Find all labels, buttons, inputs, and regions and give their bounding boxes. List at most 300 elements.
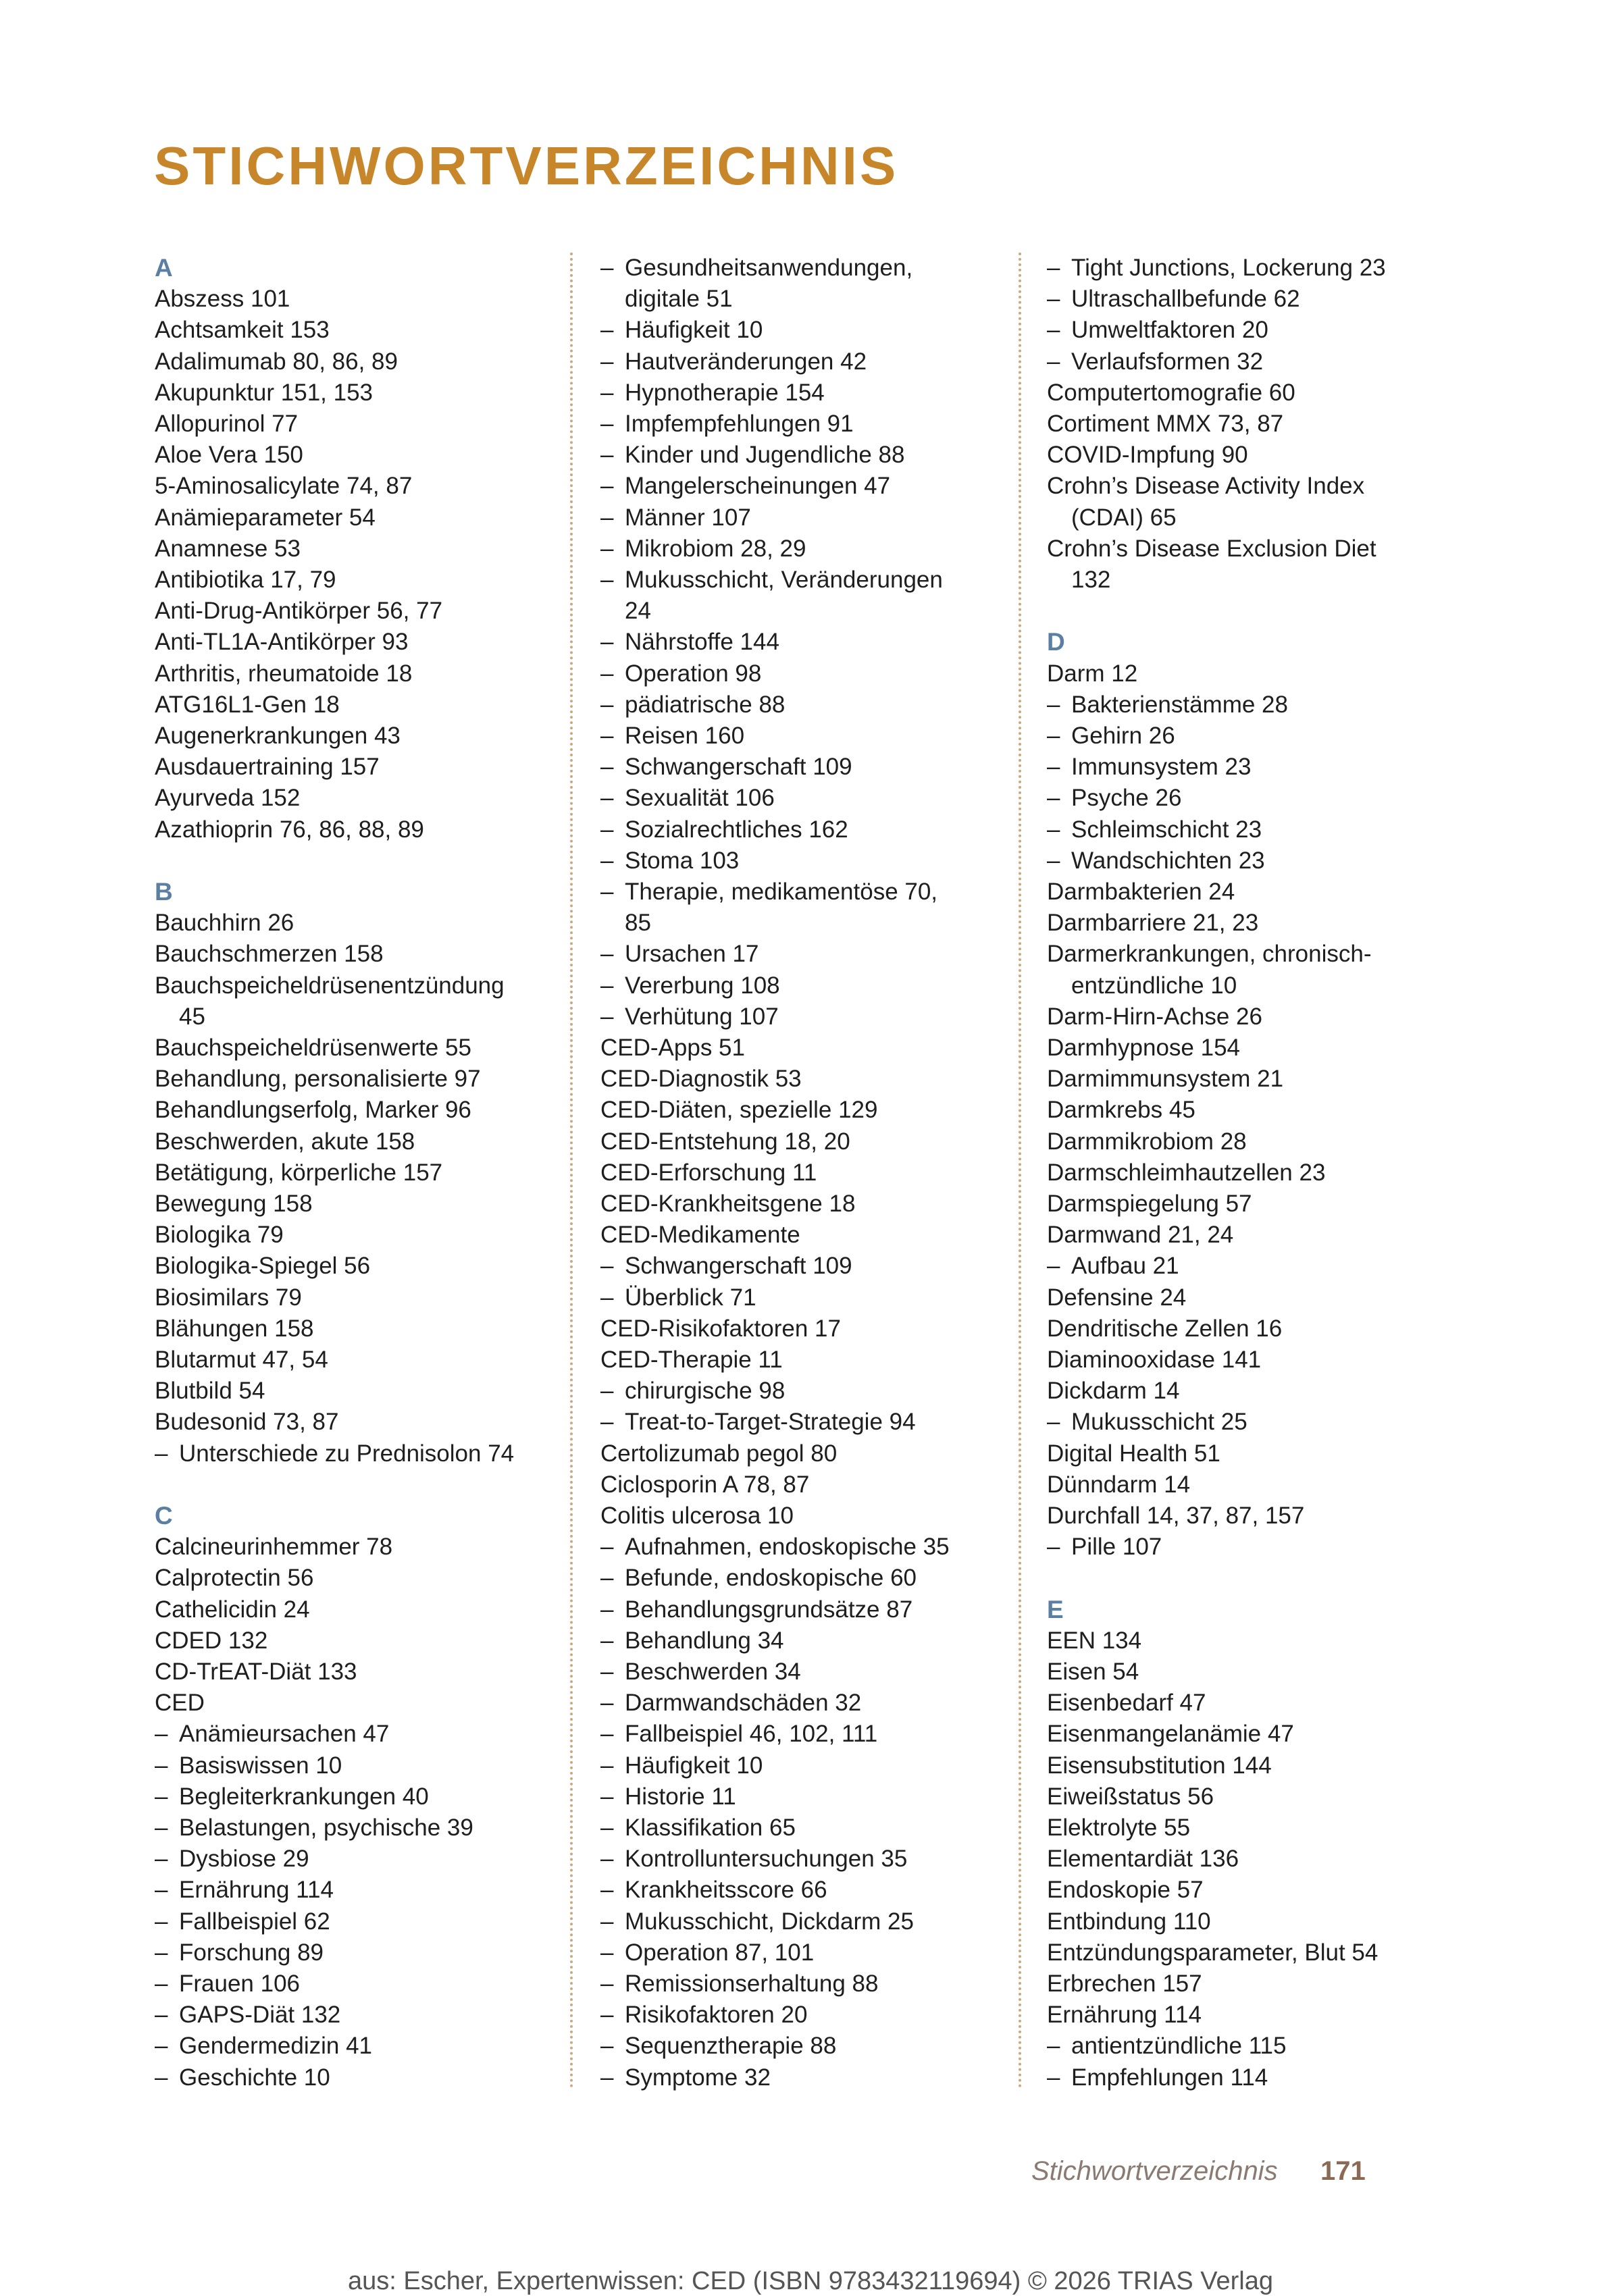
- index-entry: [1047, 471, 1364, 502]
- entry-text: Entzündungsparameter, Blut 54: [1047, 1939, 1379, 1966]
- entry-text: Aloe Vera 150: [155, 442, 303, 469]
- entry-text: Certolizumab pegol 80: [600, 1440, 838, 1467]
- entry-text: CED-Medikamente: [600, 1222, 800, 1249]
- index-subentry: [155, 1906, 330, 1937]
- column-divider: [570, 253, 573, 2089]
- entry-text: Dickdarm 14: [1047, 1378, 1180, 1405]
- entry-text: Dünndarm 14: [1047, 1471, 1191, 1498]
- entry-text: Elementardiät 136: [1047, 1846, 1239, 1873]
- index-entry-continuation: [155, 1001, 205, 1033]
- index-entry: [600, 1157, 817, 1189]
- entry-text: Entbindung 110: [1047, 1908, 1211, 1935]
- index-entry: [155, 284, 290, 315]
- index-entry: [600, 1095, 877, 1126]
- dash-marker: –: [1047, 255, 1060, 281]
- dash-marker: –: [600, 1971, 614, 1997]
- entry-text: Wandschichten 23: [1071, 847, 1265, 874]
- entry-text: Operation 98: [625, 660, 762, 687]
- entry-text: entzündliche 10: [1071, 972, 1237, 999]
- index-subentry: [600, 1812, 796, 1844]
- entry-text: Calprotectin 56: [155, 1565, 314, 1592]
- entry-text: Ayurveda 152: [155, 785, 301, 812]
- index-entry-continuation: [1047, 970, 1237, 1001]
- index-subentry: [600, 533, 806, 565]
- index-subentry: [600, 1719, 877, 1750]
- entry-text: Cortiment MMX 73, 87: [1047, 411, 1284, 437]
- index-entry: [1047, 1220, 1233, 1251]
- index-entry: [155, 471, 412, 502]
- entry-text: Eisen 54: [1047, 1659, 1139, 1685]
- dash-marker: –: [600, 1409, 614, 1436]
- index-entry: [1047, 1812, 1190, 1844]
- index-subentry: [155, 2062, 330, 2093]
- index-entry: [600, 1469, 809, 1501]
- index-subentry: [600, 377, 825, 409]
- index-entry: [155, 409, 298, 440]
- entry-text: Reisen 160: [625, 723, 745, 749]
- index-entry: [155, 502, 376, 533]
- dash-marker: –: [600, 442, 614, 469]
- entry-text: CED-Therapie 11: [600, 1347, 783, 1373]
- index-entry: [1047, 1750, 1272, 1781]
- index-subentry: [600, 1656, 801, 1688]
- dash-marker: –: [600, 785, 614, 812]
- index-entry: [155, 1688, 205, 1719]
- entry-text: Basiswissen 10: [179, 1752, 342, 1779]
- index-subentry: [600, 409, 854, 440]
- dash-marker: –: [1047, 317, 1060, 344]
- index-entry: [600, 1126, 850, 1157]
- index-entry-continuation: [1047, 565, 1110, 596]
- running-footer-section: Stichwortverzeichnis: [1031, 2156, 1278, 2186]
- index-entry: [155, 1126, 415, 1157]
- index-entry: [1047, 877, 1235, 908]
- entry-text: Bauchschmerzen 158: [155, 941, 384, 968]
- index-entry: [1047, 409, 1283, 440]
- entry-text: Calcineurinhemmer 78: [155, 1534, 393, 1561]
- dash-marker: –: [600, 723, 614, 749]
- entry-text: Ciclosporin A 78, 87: [600, 1471, 810, 1498]
- entry-text: digitale 51: [625, 286, 733, 313]
- index-subentry: [155, 1781, 429, 1812]
- index-entry: [1047, 377, 1295, 409]
- entry-text: ATG16L1-Gen 18: [155, 691, 340, 718]
- entry-text: Gehirn 26: [1071, 723, 1175, 749]
- entry-text: Eisenbedarf 47: [1047, 1690, 1206, 1717]
- entry-text: CD-TrEAT-Diät 133: [155, 1659, 357, 1685]
- entry-text: Schwangerschaft 109: [625, 754, 852, 781]
- dash-marker: –: [600, 473, 614, 500]
- index-entry: [155, 1345, 328, 1376]
- index-subentry: [600, 1688, 861, 1719]
- index-entry: [155, 1532, 392, 1563]
- entry-text: Elektrolyte 55: [1047, 1815, 1191, 1841]
- index-subentry: [600, 1937, 814, 1968]
- entry-text: CED-Diagnostik 53: [600, 1066, 802, 1093]
- entry-text: Aufbau 21: [1071, 1253, 1179, 1280]
- index-entry: [155, 440, 303, 471]
- index-entry: [155, 970, 505, 1001]
- entry-text: Eisenmangelanämie 47: [1047, 1721, 1294, 1748]
- index-entry: [155, 939, 384, 970]
- dash-marker: –: [600, 1003, 614, 1030]
- section-letter: C: [155, 1502, 173, 1530]
- entry-text: CED-Apps 51: [600, 1035, 745, 1061]
- index-subentry: [600, 471, 890, 502]
- entry-text: Darmspiegelung 57: [1047, 1191, 1252, 1217]
- entry-text: 45: [179, 1003, 205, 1030]
- dash-marker: –: [600, 1253, 614, 1280]
- dash-marker: –: [1047, 754, 1060, 781]
- index-entry: [600, 1438, 837, 1469]
- index-entry: [1047, 1625, 1141, 1656]
- entry-text: CDED 132: [155, 1627, 268, 1654]
- dash-marker: –: [600, 691, 614, 718]
- dash-marker: –: [600, 1534, 614, 1561]
- entry-text: pädiatrische 88: [625, 691, 786, 718]
- entry-text: Mikrobiom 28, 29: [625, 535, 806, 562]
- index-entry: [1047, 1189, 1252, 1220]
- entry-text: Allopurinol 77: [155, 411, 299, 437]
- entry-text: Eisensubstitution 144: [1047, 1752, 1272, 1779]
- index-subentry: [1047, 346, 1263, 377]
- entry-text: chirurgische 98: [625, 1378, 786, 1405]
- index-entry: [1047, 533, 1376, 565]
- entry-text: Tight Junctions, Lockerung 23: [1071, 255, 1386, 281]
- index-subentry: [600, 1875, 827, 1906]
- entry-text: Häufigkeit 10: [625, 1752, 763, 1779]
- entry-text: Blutbild 54: [155, 1378, 265, 1405]
- index-subentry: [600, 502, 751, 533]
- entry-text: Dysbiose 29: [179, 1846, 309, 1873]
- index-entry: [155, 658, 412, 689]
- dash-marker: –: [1047, 723, 1060, 749]
- entry-text: Darmmikrobiom 28: [1047, 1128, 1247, 1155]
- index-entry: [1047, 1656, 1139, 1688]
- index-entry: [600, 1189, 855, 1220]
- index-subentry: [600, 1968, 878, 2000]
- entry-text: CED-Entstehung 18, 20: [600, 1128, 850, 1155]
- entry-text: Belastungen, psychische 39: [179, 1815, 473, 1841]
- index-entry: [1047, 939, 1371, 970]
- entry-text: EEN 134: [1047, 1627, 1142, 1654]
- dash-marker: –: [155, 1846, 168, 1873]
- index-entry: [155, 1407, 338, 1438]
- index-subentry: [600, 1625, 784, 1656]
- entry-text: Hypnotherapie 154: [625, 379, 825, 406]
- index-subentry: [1047, 1532, 1162, 1563]
- index-entry: [155, 752, 380, 783]
- dash-marker: –: [1047, 1409, 1060, 1436]
- page-number: 171: [1320, 2156, 1366, 2186]
- section-letter: E: [1047, 1595, 1064, 1623]
- dash-marker: –: [1047, 2064, 1060, 2091]
- entry-text: Bauchspeicheldrüsenwerte 55: [155, 1035, 471, 1061]
- index-subentry: [155, 1719, 389, 1750]
- entry-text: Darm-Hirn-Achse 26: [1047, 1003, 1262, 1030]
- entry-text: Stoma 103: [625, 847, 740, 874]
- entry-text: Treat-to-Target-Strategie 94: [625, 1409, 916, 1436]
- index-entry: [1047, 1719, 1294, 1750]
- index-entry: [155, 1313, 314, 1345]
- index-entry: [155, 1095, 471, 1126]
- entry-text: Anamnese 53: [155, 535, 301, 562]
- dash-marker: –: [600, 1908, 614, 1935]
- dash-marker: –: [600, 1815, 614, 1841]
- entry-text: Aufnahmen, endoskopische 35: [625, 1534, 950, 1561]
- entry-text: Bakterienstämme 28: [1071, 691, 1288, 718]
- index-entry: [1047, 1376, 1179, 1407]
- index-entry-continuation: [600, 596, 651, 627]
- entry-text: Behandlung 34: [625, 1627, 784, 1654]
- entry-text: Darmhypnose 154: [1047, 1035, 1240, 1061]
- entry-text: 24: [625, 598, 651, 625]
- entry-text: Mukusschicht, Veränderungen: [625, 567, 943, 593]
- entry-text: Pille 107: [1071, 1534, 1162, 1561]
- entry-text: Anti-Drug-Antikörper 56, 77: [155, 598, 443, 625]
- dash-marker: –: [600, 379, 614, 406]
- entry-text: Cathelicidin 24: [155, 1596, 310, 1623]
- index-subentry: [600, 721, 744, 752]
- index-entry: [1047, 658, 1137, 689]
- dash-marker: –: [600, 535, 614, 562]
- index-entry-continuation: [600, 284, 733, 315]
- index-subentry: [1047, 284, 1300, 315]
- dash-marker: –: [600, 754, 614, 781]
- entry-text: Ursachen 17: [625, 941, 759, 968]
- entry-text: Ausdauertraining 157: [155, 754, 380, 781]
- entry-text: Antibiotika 17, 79: [155, 567, 336, 593]
- entry-text: Geschichte 10: [179, 2064, 330, 2091]
- index-subentry: [1047, 1407, 1247, 1438]
- index-entry: [155, 596, 442, 627]
- column-divider: [1019, 253, 1021, 2089]
- index-subentry: [600, 346, 867, 377]
- entry-text: Forschung 89: [179, 1939, 324, 1966]
- index-subentry: [1047, 315, 1268, 346]
- index-entry: [1047, 1282, 1186, 1313]
- entry-text: Dendritische Zellen 16: [1047, 1315, 1283, 1342]
- index-entry-continuation: [600, 908, 651, 939]
- index-entry: [1047, 1469, 1190, 1501]
- index-entry: [1047, 1781, 1214, 1812]
- entry-text: Darmerkrankungen, chronisch-: [1047, 941, 1372, 968]
- dash-marker: –: [600, 816, 614, 843]
- entry-text: Kontrolluntersuchungen 35: [625, 1846, 908, 1873]
- entry-text: Achtsamkeit 153: [155, 317, 330, 344]
- dash-marker: –: [155, 2002, 168, 2029]
- entry-text: Azathioprin 76, 86, 88, 89: [155, 816, 424, 843]
- dash-marker: –: [155, 1971, 168, 1997]
- entry-text: Anämieursachen 47: [179, 1721, 390, 1748]
- entry-text: Schleimschicht 23: [1071, 816, 1262, 843]
- entry-text: Fallbeispiel 46, 102, 111: [625, 1721, 878, 1748]
- entry-text: Nährstoffe 144: [625, 629, 779, 656]
- dash-marker: –: [600, 1846, 614, 1873]
- index-entry: [1047, 1033, 1240, 1064]
- index-subentry: [600, 253, 912, 284]
- index-subentry: [600, 2031, 836, 2062]
- entry-text: Schwangerschaft 109: [625, 1253, 852, 1280]
- entry-text: Adalimumab 80, 86, 89: [155, 348, 398, 375]
- index-entry: [155, 1376, 265, 1407]
- entry-text: Männer 107: [625, 504, 751, 531]
- entry-text: Eiweißstatus 56: [1047, 1783, 1214, 1810]
- dash-marker: –: [600, 1690, 614, 1717]
- index-subentry: [600, 1906, 914, 1937]
- entry-text: Darmwandschäden 32: [625, 1690, 862, 1717]
- dash-marker: –: [155, 2064, 168, 2091]
- entry-text: Behandlungsgrundsätze 87: [625, 1596, 913, 1623]
- index-subentry: [600, 939, 758, 970]
- entry-text: CED: [155, 1690, 205, 1717]
- dash-marker: –: [600, 317, 614, 344]
- entry-text: Immunsystem 23: [1071, 754, 1252, 781]
- index-subentry: [600, 2000, 807, 2031]
- entry-text: Computertomografie 60: [1047, 379, 1295, 406]
- entry-text: Darmwand 21, 24: [1047, 1222, 1234, 1249]
- index-subentry: [600, 1563, 917, 1594]
- index-entry: [155, 1220, 284, 1251]
- entry-text: Ultraschallbefunde 62: [1071, 286, 1300, 313]
- index-subentry: [600, 814, 848, 845]
- dash-marker: –: [600, 1939, 614, 1966]
- entry-text: Mangelerscheinungen 47: [625, 473, 891, 500]
- entry-text: Diaminooxidase 141: [1047, 1347, 1262, 1373]
- index-entry: [155, 1157, 442, 1189]
- index-entry: [1047, 1844, 1239, 1875]
- index-entry: [1047, 1937, 1378, 1968]
- index-entry: [155, 1251, 370, 1282]
- dash-marker: –: [600, 2064, 614, 2091]
- index-subentry: [1047, 2031, 1287, 2062]
- entry-text: Endoskopie 57: [1047, 1877, 1204, 1904]
- entry-text: CED-Krankheitsgene 18: [600, 1191, 856, 1217]
- dash-marker: –: [600, 348, 614, 375]
- entry-text: Colitis ulcerosa 10: [600, 1503, 794, 1529]
- index-entry: [1047, 908, 1258, 939]
- index-entry: [1047, 1438, 1220, 1469]
- entry-text: Verlaufsformen 32: [1071, 348, 1264, 375]
- entry-text: Befunde, endoskopische 60: [625, 1565, 917, 1592]
- index-entry: [155, 315, 330, 346]
- dash-marker: –: [600, 2033, 614, 2060]
- entry-text: CED-Diäten, spezielle 129: [600, 1097, 878, 1124]
- index-entry: [155, 1064, 481, 1095]
- entry-text: Unterschiede zu Prednisolon 74: [179, 1440, 515, 1467]
- entry-text: Historie 11: [625, 1783, 736, 1810]
- page-title: STICHWORTVERZEICHNIS: [154, 136, 899, 196]
- dash-marker: –: [600, 1627, 614, 1654]
- index-entry: [155, 783, 300, 814]
- entry-text: Biosimilars 79: [155, 1284, 302, 1311]
- dash-marker: –: [600, 1596, 614, 1623]
- entry-text: Digital Health 51: [1047, 1440, 1220, 1467]
- entry-text: 5-Aminosalicylate 74, 87: [155, 473, 413, 500]
- dash-marker: –: [600, 1783, 614, 1810]
- index-entry: [1047, 1968, 1202, 2000]
- index-entry: [155, 1563, 313, 1594]
- entry-text: (CDAI) 65: [1071, 504, 1177, 531]
- dash-marker: –: [600, 1752, 614, 1779]
- index-entry: [600, 1033, 745, 1064]
- index-entry-continuation: [1047, 502, 1177, 533]
- index-subentry: [1047, 253, 1386, 284]
- source-credit: aus: Escher, Expertenwissen: CED (ISBN 9783432119694) © 2026 TRIAS Verlag: [347, 2267, 1274, 2295]
- index-subentry: [600, 845, 739, 877]
- index-entry: [1047, 1501, 1304, 1532]
- dash-marker: –: [600, 1659, 614, 1685]
- entry-text: Fallbeispiel 62: [179, 1908, 330, 1935]
- entry-text: Blähungen 158: [155, 1315, 314, 1342]
- dash-marker: –: [155, 1752, 168, 1779]
- index-entry: [1047, 1064, 1283, 1095]
- index-subentry: [600, 1001, 779, 1033]
- index-subentry: [1047, 721, 1175, 752]
- entry-text: Erbrechen 157: [1047, 1971, 1202, 1997]
- index-subentry: [155, 2000, 340, 2031]
- dash-marker: –: [1047, 348, 1060, 375]
- index-entry: [1047, 1875, 1204, 1906]
- index-entry: [600, 1220, 800, 1251]
- entry-text: Bauchspeicheldrüsenentzündung: [155, 972, 505, 999]
- index-entry: [1047, 440, 1248, 471]
- entry-text: Behandlung, personalisierte 97: [155, 1066, 481, 1093]
- entry-text: Darmbarriere 21, 23: [1047, 910, 1259, 937]
- index-subentry: [155, 1937, 324, 1968]
- entry-text: Gendermedizin 41: [179, 2033, 372, 2060]
- dash-marker: –: [1047, 785, 1060, 812]
- index-entry: [600, 1345, 783, 1376]
- dash-marker: –: [1047, 1253, 1060, 1280]
- dash-marker: –: [600, 2002, 614, 2029]
- index-subentry: [600, 1407, 916, 1438]
- entry-text: CED-Erforschung 11: [600, 1159, 817, 1186]
- index-subentry: [600, 1251, 852, 1282]
- dash-marker: –: [1047, 2033, 1060, 2060]
- entry-text: Darmimmunsystem 21: [1047, 1066, 1284, 1093]
- index-entry: [1047, 2000, 1202, 2031]
- index-entry: [155, 627, 408, 658]
- entry-text: Darm 12: [1047, 660, 1138, 687]
- entry-text: Crohn’s Disease Exclusion Diet: [1047, 535, 1376, 562]
- entry-text: Psyche 26: [1071, 785, 1182, 812]
- index-subentry: [1047, 814, 1262, 845]
- dash-marker: –: [600, 847, 614, 874]
- index-subentry: [155, 1438, 514, 1469]
- entry-text: 85: [625, 910, 651, 937]
- index-entry: [1047, 1001, 1262, 1033]
- entry-text: Crohn’s Disease Activity Index: [1047, 473, 1365, 500]
- index-entry: [1047, 1688, 1206, 1719]
- dash-marker: –: [600, 1877, 614, 1904]
- index-subentry: [155, 2031, 372, 2062]
- index-subentry: [600, 1844, 907, 1875]
- entry-text: CED-Risikofaktoren 17: [600, 1315, 841, 1342]
- entry-text: antientzündliche 115: [1071, 2033, 1287, 2060]
- index-subentry: [1047, 783, 1181, 814]
- dash-marker: –: [600, 411, 614, 437]
- dash-marker: –: [155, 1721, 168, 1748]
- index-subentry: [600, 1594, 912, 1625]
- index-entry: [155, 1282, 302, 1313]
- dash-marker: –: [155, 2033, 168, 2060]
- dash-marker: –: [600, 255, 614, 281]
- dash-marker: –: [155, 1440, 168, 1467]
- entry-text: 132: [1071, 567, 1111, 593]
- dash-marker: –: [155, 1908, 168, 1935]
- dash-marker: –: [1047, 286, 1060, 313]
